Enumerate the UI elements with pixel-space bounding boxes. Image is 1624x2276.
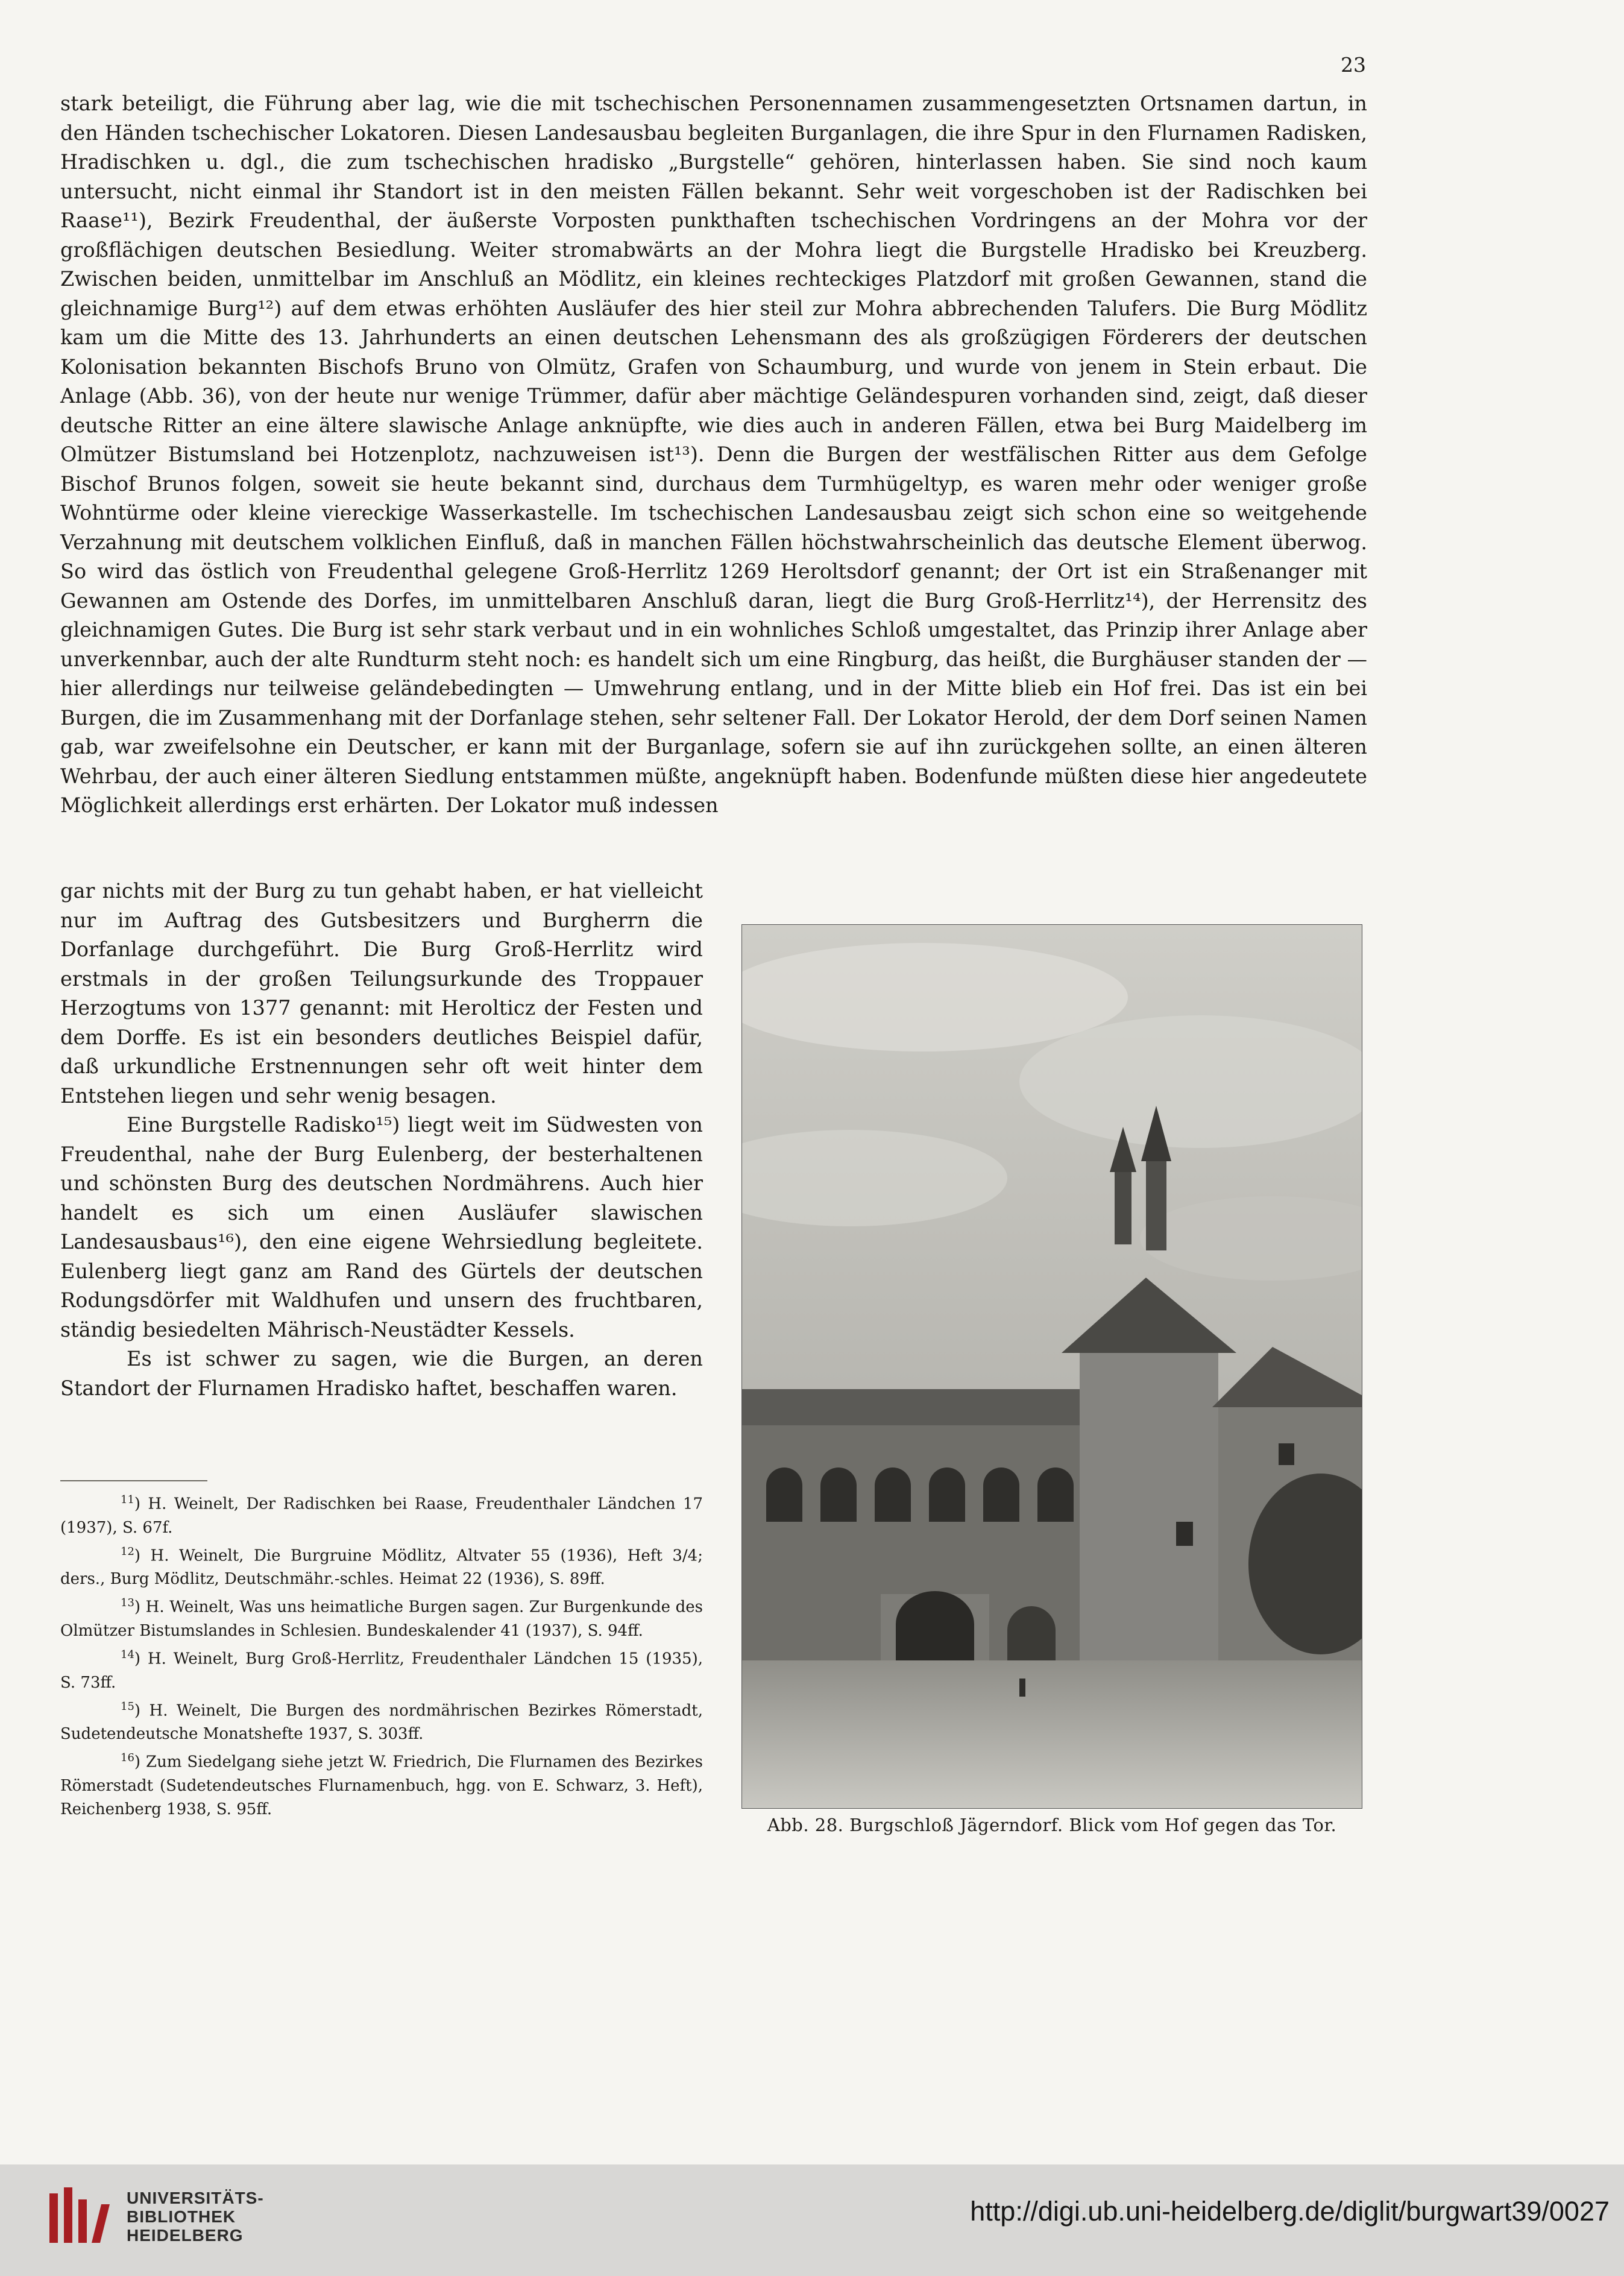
library-name-line: UNIVERSITÄTS-	[127, 2189, 264, 2207]
footnote-number: 11	[121, 1493, 134, 1506]
page-number: 23	[1341, 53, 1366, 77]
main-paragraph: stark beteiligt, die Führung aber lag, wie die mit tschechischen Personennamen zusammengesetzten Ortsnamen dartun, in den Händen tschechischer Lokatoren. Diesen Landesausbau begleiten Burganlagen, die ihre Spur in den Flurnamen Radisken, Hradischken u. dgl., die zum tschechischen hradisko „Burgstelle“ gehören, hinterlassen haben. Sie sind noch kaum untersucht, nicht einmal ihr Standort ist in den meisten Fällen bekannt. Sehr weit vorgeschoben ist der Radischken bei Raase¹¹), Bezirk Freudenthal, der äußerste Vorposten punkthaften tschechischen Vordringens an der Mohra vor der großflächigen deutschen Besiedlung. Weiter stromabwärts an der Mohra liegt die Burgstelle Hradisko bei Kreuzberg. Zwischen beiden, unmittelbar im Anschluß an Mödlitz, ein kleines rechteckiges Platzdorf mit großen Gewannen, stand die gleichnamige Burg¹²) auf dem etwas erhöhten Ausläufer des hier steil zur Mohra abbrechenden Talufers. Die Burg Mödlitz kam um die Mitte des 13. Jahrhunderts an einen deutschen Lehensmann des als großzügigen Förderers der deutschen Kolonisation bekannten Bischofs Bruno von Olmütz, Grafen von Schaumburg, und wurde von jenem in Stein erbaut. Die Anlage (Abb. 36), von der heute nur wenige Trümmer, dafür aber mächtige Geländespuren vorhanden sind, zeigt, daß dieser deutsche Ritter an eine ältere slawische Anlage anknüpfte, wie dies auch in anderen Fällen, etwa bei Burg Maidelberg im Olmützer Bistumsland bei Hotzenplotz, nachzuweisen ist¹³). Denn die Burgen der westfälischen Ritter aus dem Gefolge Bischof Brunos folgen, soweit sie heute bekannt sind, durchaus dem Turmhügeltyp, es waren mehr oder weniger große Wohntürme oder kleine viereckige Wasserkastelle. Im tschechischen Landesausbau zeigt sich schon eine so weitgehende Verzahnung mit deutschem volklichen Einfluß, daß in manchen Fällen höchstwahrscheinlich das deutsche Element überwog. So wird das östlich von Freudenthal gelegene Groß-Herrlitz 1269 Heroltsdorf genannt; der Ort ist ein Straßenanger mit Gewannen am Ostende des Dorfes, im unmittelbaren Anschluß daran, liegt die Burg Groß-Herrlitz¹⁴), der Herrensitz des gleichnamigen Gutes. Die Burg ist sehr stark verbaut und in ein wohnliches Schloß umgestaltet, das Prinzip ihrer Anlage aber unverkennbar, auch der alte Rundturm steht noch: es handelt sich um eine Ringburg, das heißt, die Burghäuser standen der — hier allerdings nur teilweise geländebedingten — Umwehrung entlang, und in der Mitte blieb ein Hof frei. Das ist ein bei Burgen, die im Zusammenhang mit der Dorfanlage stehen, sehr seltener Fall. Der Lokator Herold, der dem Dorf seinen Namen gab, war zweifelsohne ein Deutscher, er kann mit der Burganlage, sofern sie auf ihn zurückgehen sollte, an einen älteren Wehrbau, der auch einer älteren Siedlung entstammen müßte, angeknüpft haben. Bodenfunde müßten diese hier angedeutete Möglichkeit allerdings erst erhärten. Der Lokator muß indessen	[60, 92, 1367, 817]
footnote-number: 16	[121, 1751, 134, 1765]
footnote-number: 13	[121, 1597, 134, 1610]
footnote-text: Zum Siedelgang siehe jetzt W. Friedrich, Die Flurnamen des Bezirkes Römerstadt (Sudetendeutsches Flurnamenbuch, hgg. von E. Schwarz, 3. Heft), Reichenberg 1938, S. 95ff.	[60, 1753, 703, 1818]
library-name-line: BIBLIOTHEK	[127, 2207, 236, 2226]
figure-caption: Abb. 28. Burgschloß Jägerndorf. Blick vom Hof gegen das Tor.	[767, 1815, 1337, 1835]
column-paragraph: Es ist schwer zu sagen, wie die Burgen, an deren Standort der Flurnamen Hradisko haftet, beschaffen waren.	[60, 1347, 703, 1400]
castle-photo-illustration	[742, 925, 1362, 1808]
footnote: $^{13}$) H. Weinelt, Was uns heimatliche Burgen sagen. Zur Burgenkunde des Olmützer Bistumslandes in Schlesien. Bundeskalender 41 (1937), S. 94ff.	[60, 1597, 703, 1640]
footnote: $^{11}$) H. Weinelt, Der Radischken bei Raase, Freudenthaler Ländchen 17 (1937), S. 67f.	[60, 1493, 703, 1537]
footnotes	[60, 1488, 703, 1821]
footnote-text: H. Weinelt, Burg Groß-Herrlitz, Freudenthaler Ländchen 15 (1935), S. 73ff.	[60, 1650, 703, 1692]
footnote-text: H. Weinelt, Die Burgen des nordmährischen Bezirkes Römerstadt, Sudetendeutsche Monatshefte 1937, S. 303ff.	[60, 1701, 703, 1744]
library-name	[127, 2189, 264, 2245]
footnote-number: 14	[121, 1648, 134, 1661]
footer-bar	[0, 2164, 1624, 2276]
column-paragraph: gar nichts mit der Burg zu tun gehabt haben, er hat vielleicht nur im Auftrag des Gutsbesitzers und Burgherrn die Dorfanlage durchgeführt. Die Burg Groß-Herrlitz wird erstmals in der großen Teilungsurkunde des Troppauer Herzogtums von 1377 genannt: mit Herolticz der Festen und dem Dorffe. Es ist ein besonders deutliches Beispiel dafür, daß urkundliche Erstnennungen sehr oft weit hinter dem Entstehen liegen und sehr wenig besagen.	[60, 879, 703, 1108]
footnote: $^{16}$) Zum Siedelgang siehe jetzt W. Friedrich, Die Flurnamen des Bezirkes Römerstadt (Sudetendeutsches Flurnamenbuch, hgg. von E. Schwarz, 3. Heft), Reichenberg 1938, S. 95ff.	[60, 1751, 703, 1818]
footnote-text: H. Weinelt, Was uns heimatliche Burgen sagen. Zur Burgenkunde des Olmützer Bistumslandes in Schlesien. Bundeskalender 41 (1937), S. 94ff.	[60, 1598, 703, 1640]
footnote-text: H. Weinelt, Der Radischken bei Raase, Freudenthaler Ländchen 17 (1937), S. 67f.	[60, 1495, 703, 1537]
main-text-block	[60, 89, 1367, 821]
footnote: $^{15}$) H. Weinelt, Die Burgen des nordmährischen Bezirkes Römerstadt, Sudetendeutsche Monatshefte 1937, S. 303ff.	[60, 1700, 703, 1744]
library-logo-icon	[45, 2181, 115, 2251]
source-url[interactable]: http://digi.ub.uni-heidelberg.de/diglit/burgwart39/0027	[970, 2196, 1610, 2227]
footnote-number: 15	[121, 1700, 134, 1713]
footnote: $^{12}$) H. Weinelt, Die Burgruine Mödlitz, Altvater 55 (1936), Heft 3/4; ders., Burg Mödlitz, Deutschmähr.-schles. Heimat 22 (1936), S. 89ff.	[60, 1545, 703, 1589]
footnote: $^{14}$) H. Weinelt, Burg Groß-Herrlitz, Freudenthaler Ländchen 15 (1935), S. 73ff.	[60, 1648, 703, 1692]
library-name-line: HEIDELBERG	[127, 2226, 244, 2245]
footnote-number: 12	[121, 1545, 134, 1558]
footnote-text: H. Weinelt, Die Burgruine Mödlitz, Altvater 55 (1936), Heft 3/4; ders., Burg Mödlitz, Deutschmähr.-schles. Heimat 22 (1936), S. 89ff.	[60, 1546, 703, 1589]
left-column-text	[60, 877, 703, 1403]
castle-photograph	[741, 924, 1362, 1809]
column-paragraph: Eine Burgstelle Radisko¹⁵) liegt weit im Südwesten von Freudenthal, nahe der Burg Eulenberg, der besterhaltenen und schönsten Burg des deutschen Nordmährens. Auch hier handelt es sich um einen Ausläufer slawischen Landesausbaus¹⁶), den eine eigene Wehrsiedlung begleitete. Eulenberg liegt ganz am Rand des Gürtels der deutschen Rodungsdörfer mit Waldhufen und unsern des fruchtbaren, ständig besiedelten Mährisch-Neustädter Kessels.	[60, 1113, 703, 1341]
footnote-separator	[60, 1480, 207, 1481]
